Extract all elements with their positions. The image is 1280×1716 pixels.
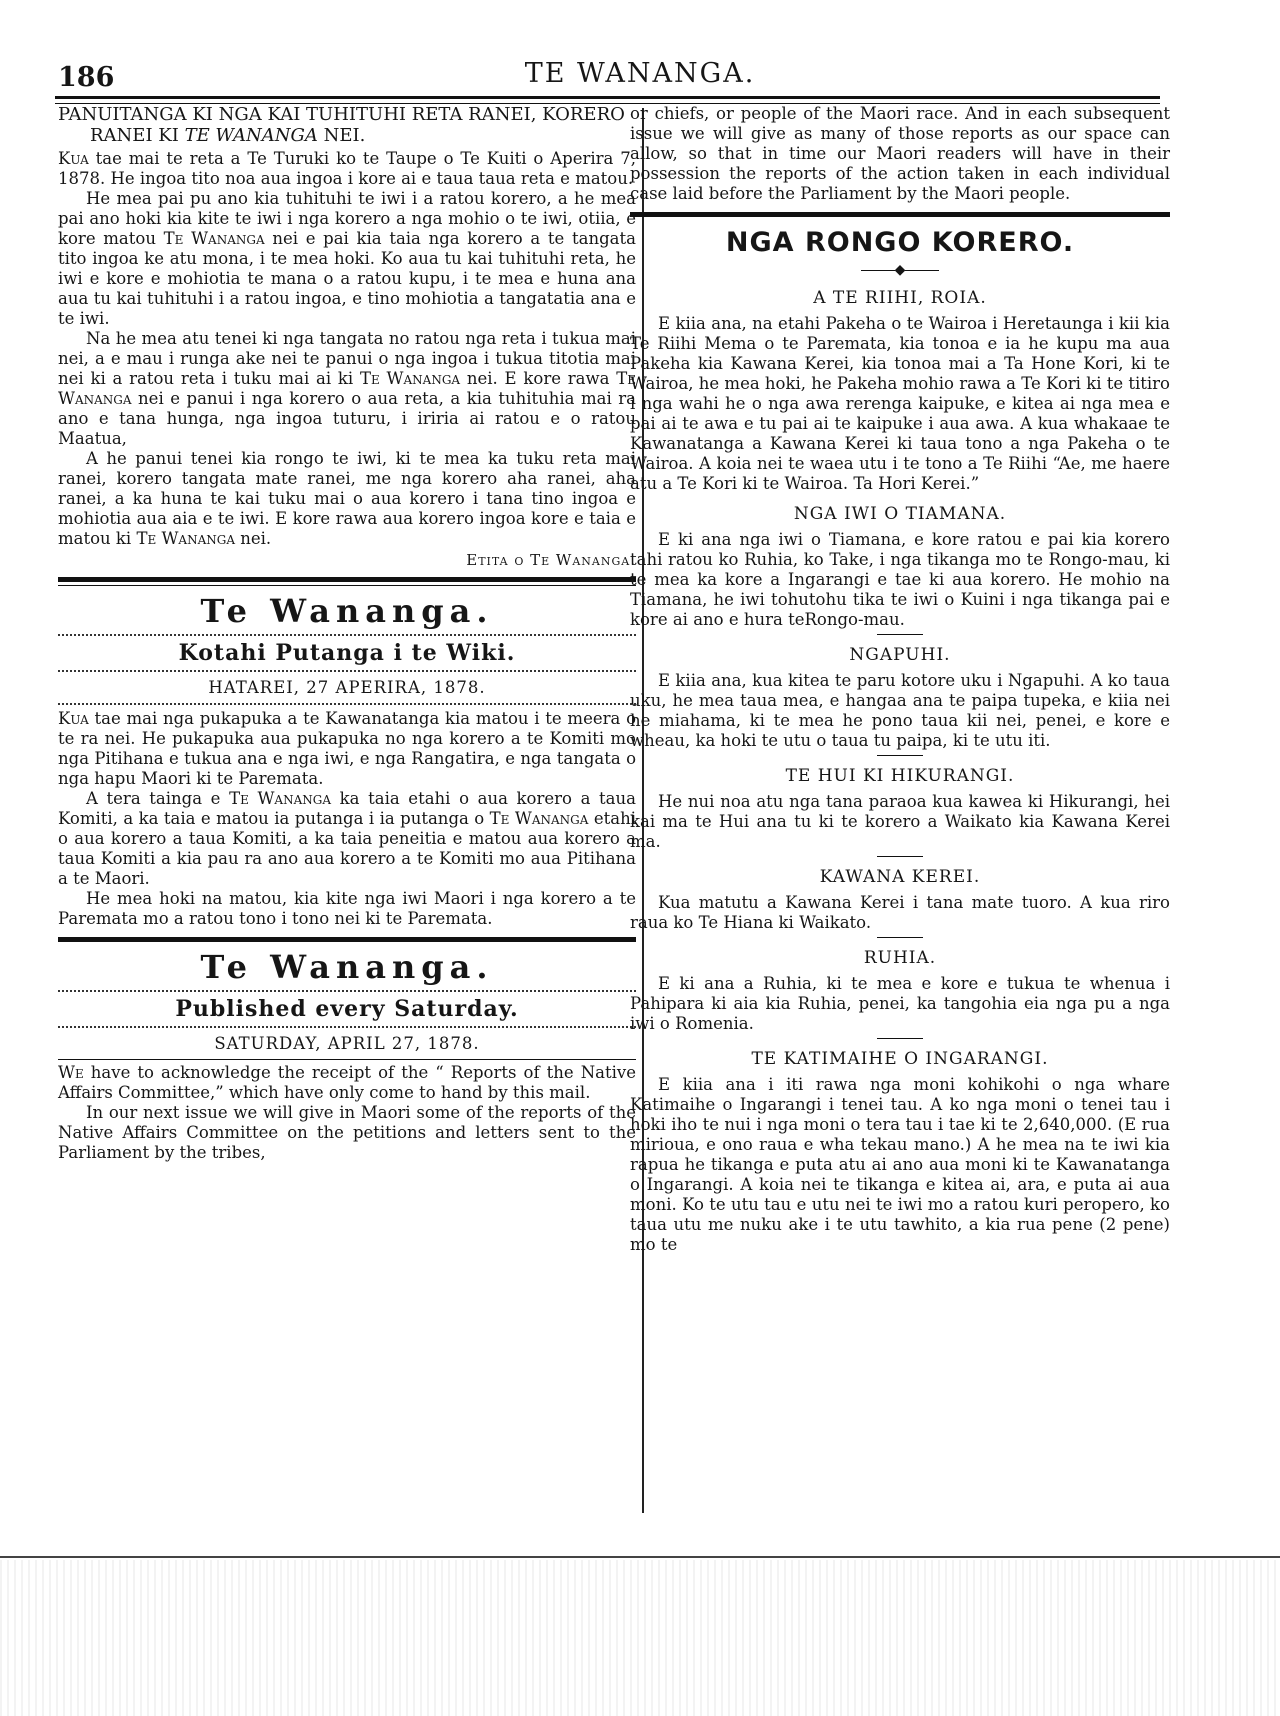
news-section-title: KAWANA KEREI. (819, 867, 981, 887)
short-rule (877, 755, 923, 756)
section-rule (630, 212, 1170, 217)
news-section-title: RUHIA. (863, 948, 937, 968)
masthead-rule (55, 96, 1160, 99)
news-section-body: Kua matutu a Kawana Kerei i tana mate tuoro. A kua riro raua ko Te Hiana ki Waikato. (630, 893, 1170, 932)
notice-paragraph: Na he mea atu tenei ki nga tangata no ratou nga reta i tukua mai nei, a e mau i runga ake nei te panui o nga ingoa i tukua titotia mai nei ki a ratou reta i tuku mai ai ki Te Wananga nei. E kore rawa Te Wananga nei e panui i nga korero o aua reta, a kia tuhituhia mai ra ano e tana hunga, nga ingoa tuturu, i iriria ai ratou e o ratou Maatua, (58, 329, 636, 448)
dotted-rule (58, 1026, 636, 1028)
news-section-body: E kiia ana, kua kitea te paru kotore uku i Ngapuhi. A ko taua uku, he mea taua mea, e hangaa ana te paipa tupeka, e kiia nei he miahama, ki te mea he pono taua kii nei, penei, e kore e wheau, ka hoki te utu o taua tu paipa, ki te utu iti. (630, 671, 1170, 750)
english-paragraph: In our next issue we will give in Maori some of the reports of the Native Affairs Committee on the petitions and letters sent to the Parliament by the tribes, (58, 1103, 636, 1162)
news-section-body: E kiia ana, na etahi Pakeha o te Wairoa i Heretaunga i kii kia Te Riihi Mema o te Paremata, kia tonoa e ia he kupu ma aua Pakeha kia Kawana Kerei, kia tonoa mai a Ta Hone Kori, ki te Wairoa, he mea hoki, he Pakeha mohio rawa a Te Kori ki te titiro i nga wahi he o nga awa rerenga kaipuke, e kitea ai nga mea e pai ai te awa e tu pai ai te kaipuke i aua awa. A kua whakaae te Kawanatanga a Kawana Kerei ki taua tono a nga Pakeha o te Wairoa. A koia nei te waea utu i te tono a Te Riihi “Ae, me haere atu a Te Kori ki te Wairoa. Ta Hori Kerei.” (630, 314, 1170, 493)
ornament-divider: ◆ (630, 262, 1170, 278)
dotted-rule (58, 703, 636, 705)
short-rule (877, 1038, 923, 1039)
section-rule-thin (58, 585, 636, 586)
english-continuation: or chiefs, or people of the Maori race. And in each subsequent issue we will give as many of those reports as our space can allow, so that in time our Maori readers will have in their possession the reports of the action taken in each individual case laid before the Parliament by the Maori people. (630, 104, 1170, 203)
short-rule (877, 856, 923, 857)
dotted-rule (58, 670, 636, 672)
right-column (630, 104, 1170, 1255)
news-section-title: NGAPUHI. (849, 645, 951, 665)
page-number: 186 (58, 62, 115, 93)
english-edition-slogan: Published every Saturday. (175, 996, 519, 1022)
news-heading: NGA RONGO KORERO. (725, 227, 1075, 258)
section-rule (58, 577, 636, 582)
notice-signoff: Etita o Te Wananga. (466, 551, 636, 569)
section-rule (58, 937, 636, 942)
news-section-title: A TE RIIHI, ROIA. (813, 288, 987, 308)
scan-noise (0, 1560, 1280, 1716)
news-section-title: TE HUI KI HIKURANGI. (785, 766, 1015, 786)
left-column (58, 104, 636, 1163)
notice-paragraph: He mea pai pu ano kia tuhituhi te iwi i a ratou korero, a he mea pai ano hoki kia kite te iwi i nga korero a nga mohio o te iwi, otiia, e kore matou Te Wananga nei e pai kia taia nga korero a te tangata tito ingoa ke atu mona, i te mea hoki. Ko aua tu kai tuhituhi reta, he iwi e kore e mohiotia te mana o a ratou kupu, i te mea e huna ana aua tu kai tuhituhi i a ratou ingoa, e tino mohiotia a tangatatia ana e te iwi. (58, 189, 636, 328)
maori-edition-slogan: Kotahi Putanga i te Wiki. (178, 640, 516, 666)
scan-edge-rule (0, 1556, 1280, 1558)
short-rule (877, 937, 923, 938)
news-section-body: E ki ana nga iwi o Tiamana, e kore ratou e pai kia korero tahi ratou ko Ruhia, ko Take, i nga tikanga mo te Rongo-mau, ki te mea ka kore a Ingarangi e tae ki aua korero. He mohio na Tiamana, he iwi tohutohu tika te iwi o Kuini i nga tikanga pai e kore ai ano e hura teRongo-mau. (630, 530, 1170, 629)
maori-paragraph: A tera tainga e Te Wananga ka taia etahi o aua korero a taua Komiti, a ka taia e matou ia putanga i ia putanga o Te Wananga etahi o aua korero a taua Komiti, a ka taia peneitia e matou aua korero a taua Komiti a kia pau ra ano aua korero a te Komiti mo aua Pitihana a te Maori. (58, 789, 636, 888)
masthead: TE WANANGA. (524, 58, 756, 89)
english-edition-dateline: SATURDAY, APRIL 27, 1878. (214, 1034, 480, 1053)
news-section-title: NGA IWI O TIAMANA. (793, 504, 1007, 524)
notice-heading: PANUITANGA KI NGA KAI TUHITUHI RETA RANEI, KORERO RANEI KI TE WANANGA NEI. (58, 104, 625, 146)
news-section-body: E ki ana a Ruhia, ki te mea e kore e tukua te whenua i Pahipara ki aia kia Ruhia, penei, ka tangohia eia nga pu a nga iwi o Romenia. (630, 974, 1170, 1033)
section-rule-thin (58, 1059, 636, 1060)
maori-edition-title: Te Wananga. (200, 592, 494, 630)
news-section-body: He nui noa atu nga tana paraoa kua kawea ki Hikurangi, hei kai ma te Hui ana tu ki te korero a Waikato kia Kawana Kerei ma. (630, 792, 1170, 851)
notice-paragraph: A he panui tenei kia rongo te iwi, ki te mea ka tuku reta mai ranei, korero tangata mate ranei, me nga korero aha ranei, aha ranei, a ka huna te kai tuku mai o aua korero i tana tino ingoa e mohiotia aua aia e te iwi. E kore rawa aua korero ingoa kore e taia e matou ki Te Wananga nei. (58, 449, 636, 548)
dotted-rule (58, 634, 636, 636)
maori-paragraph: He mea hoki na matou, kia kite nga iwi Maori i nga korero a te Paremata mo a ratou tono i tono nei ki te Paremata. (58, 889, 636, 928)
news-section-title: TE KATIMAIHE O INGARANGI. (751, 1049, 1049, 1069)
notice-paragraph: Kua tae mai te reta a Te Turuki ko te Taupe o Te Kuiti o Aperira 7, 1878. He ingoa tito noa aua ingoa i kore ai e taua taua reta e matou. (58, 149, 636, 188)
maori-paragraph: Kua tae mai nga pukapuka a te Kawanatanga kia matou i te meera o te ra nei. He pukapuka aua pukapuka no nga korero a te Komiti mo nga Pitihana e tukua ana e nga iwi, e nga Rangatira, e nga tangata o nga hapu Maori ki te Paremata. (58, 709, 636, 788)
news-section-body: E kiia ana i iti rawa nga moni kohikohi o nga whare Katimaihe o Ingarangi i tenei tau. A ko nga moni o tenei tau i hoki iho te nui i nga moni o tera tau i tae ki te 2,640,000. (E rua mirioua, e ono raua e wha tekau mano.) A he mea na te iwi kia rapua he tikanga e puta atu ai ano aua moni ki te Kawanatanga o Ingarangi. A koia nei te tikanga e kitea ai, ara, e puta ai aua moni. Ko te utu tau e utu nei te iwi mo a ratou kuri peropero, ko taua utu me nuku ake i te utu tawhito, a kia rua pene (2 pene) mo te (630, 1075, 1170, 1254)
dotted-rule (58, 990, 636, 992)
english-paragraph: We have to acknowledge the receipt of the “ Reports of the Native Affairs Committee,” which have only come to hand by this mail. (58, 1063, 636, 1102)
english-edition-title: Te Wananga. (200, 948, 494, 986)
short-rule (877, 634, 923, 635)
maori-edition-dateline: HATAREI, 27 APERIRA, 1878. (208, 678, 486, 697)
